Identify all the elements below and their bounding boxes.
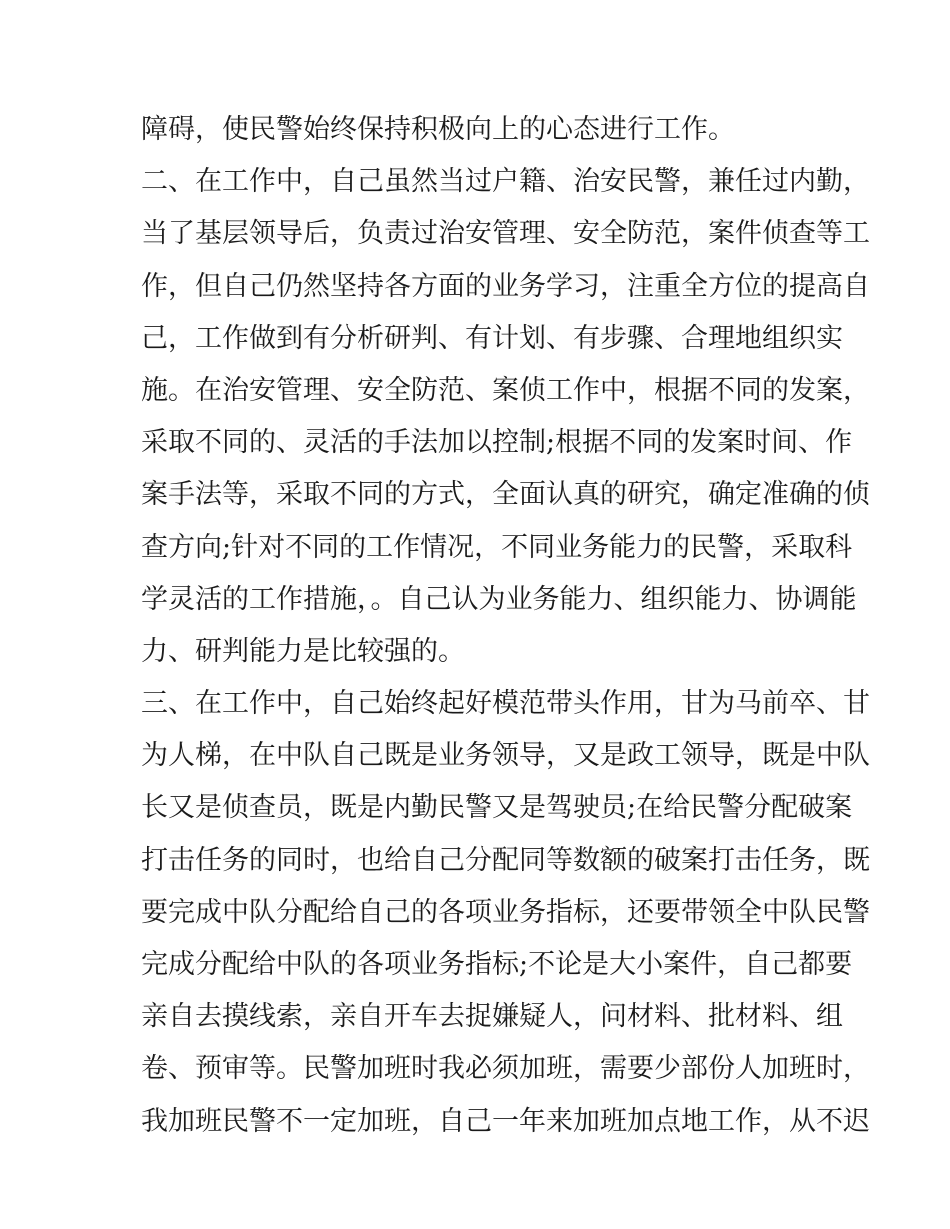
body-text (141, 104, 870, 1148)
text-line: 长又是侦查员，既是内勤民警又是驾驶员;在给民警分配破案 (141, 792, 853, 824)
text-line: 为人梯，在中队自己既是业务领导，又是政工领导，既是中队 (141, 740, 870, 772)
text-line: 二、在工作中，自己虽然当过户籍、治安民警，兼任过内勤， (141, 166, 870, 198)
text-line: 己，工作做到有分析研判、有计划、有步骤、合理地组织实 (141, 322, 843, 354)
text-line: 完成分配给中队的各项业务指标;不论是大小案件，自己都要 (141, 949, 853, 980)
text-line: 卷、预审等。民警加班时我必须加班，需要少部份人加班时， (141, 1053, 870, 1085)
text-line: 施。在治安管理、安全防范、案侦工作中，根据不同的发案， (141, 374, 870, 406)
text-line: 要完成中队分配给自己的各项业务指标，还要带领全中队民警 (141, 896, 870, 928)
text-line: 障碍，使民警始终保持积极向上的心态进行工作。 (141, 114, 735, 145)
text-line: 采取不同的、灵活的手法加以控制;根据不同的发案时间、作 (141, 427, 853, 459)
text-line: 打击任务的同时，也给自己分配同等数额的破案打击任务，既 (141, 844, 870, 876)
text-line: 学灵活的工作措施，。自己认为业务能力、组织能力、协调能 (141, 583, 857, 615)
text-line: 亲自去摸线索，亲自开车去捉嫌疑人，问材料、批材料、组 (141, 1001, 843, 1033)
text-line: 查方向;针对不同的工作情况，不同业务能力的民警，采取科 (141, 531, 853, 563)
text-line: 案手法等，采取不同的方式，全面认真的研究，确定准确的侦 (141, 479, 870, 511)
text-line: 三、在工作中，自己始终起好模范带头作用，甘为马前卒、甘 (141, 688, 870, 720)
text-line: 我加班民警不一定加班，自己一年来加班加点地工作，从不迟 (141, 1105, 870, 1137)
text-line: 力、研判能力是比较强的。 (141, 635, 465, 667)
text-line: 当了基层领导后，负责过治安管理、安全防范，案件侦查等工 (141, 218, 870, 250)
text-line: 作，但自己仍然坚持各方面的业务学习，注重全方位的提高自 (141, 270, 870, 302)
